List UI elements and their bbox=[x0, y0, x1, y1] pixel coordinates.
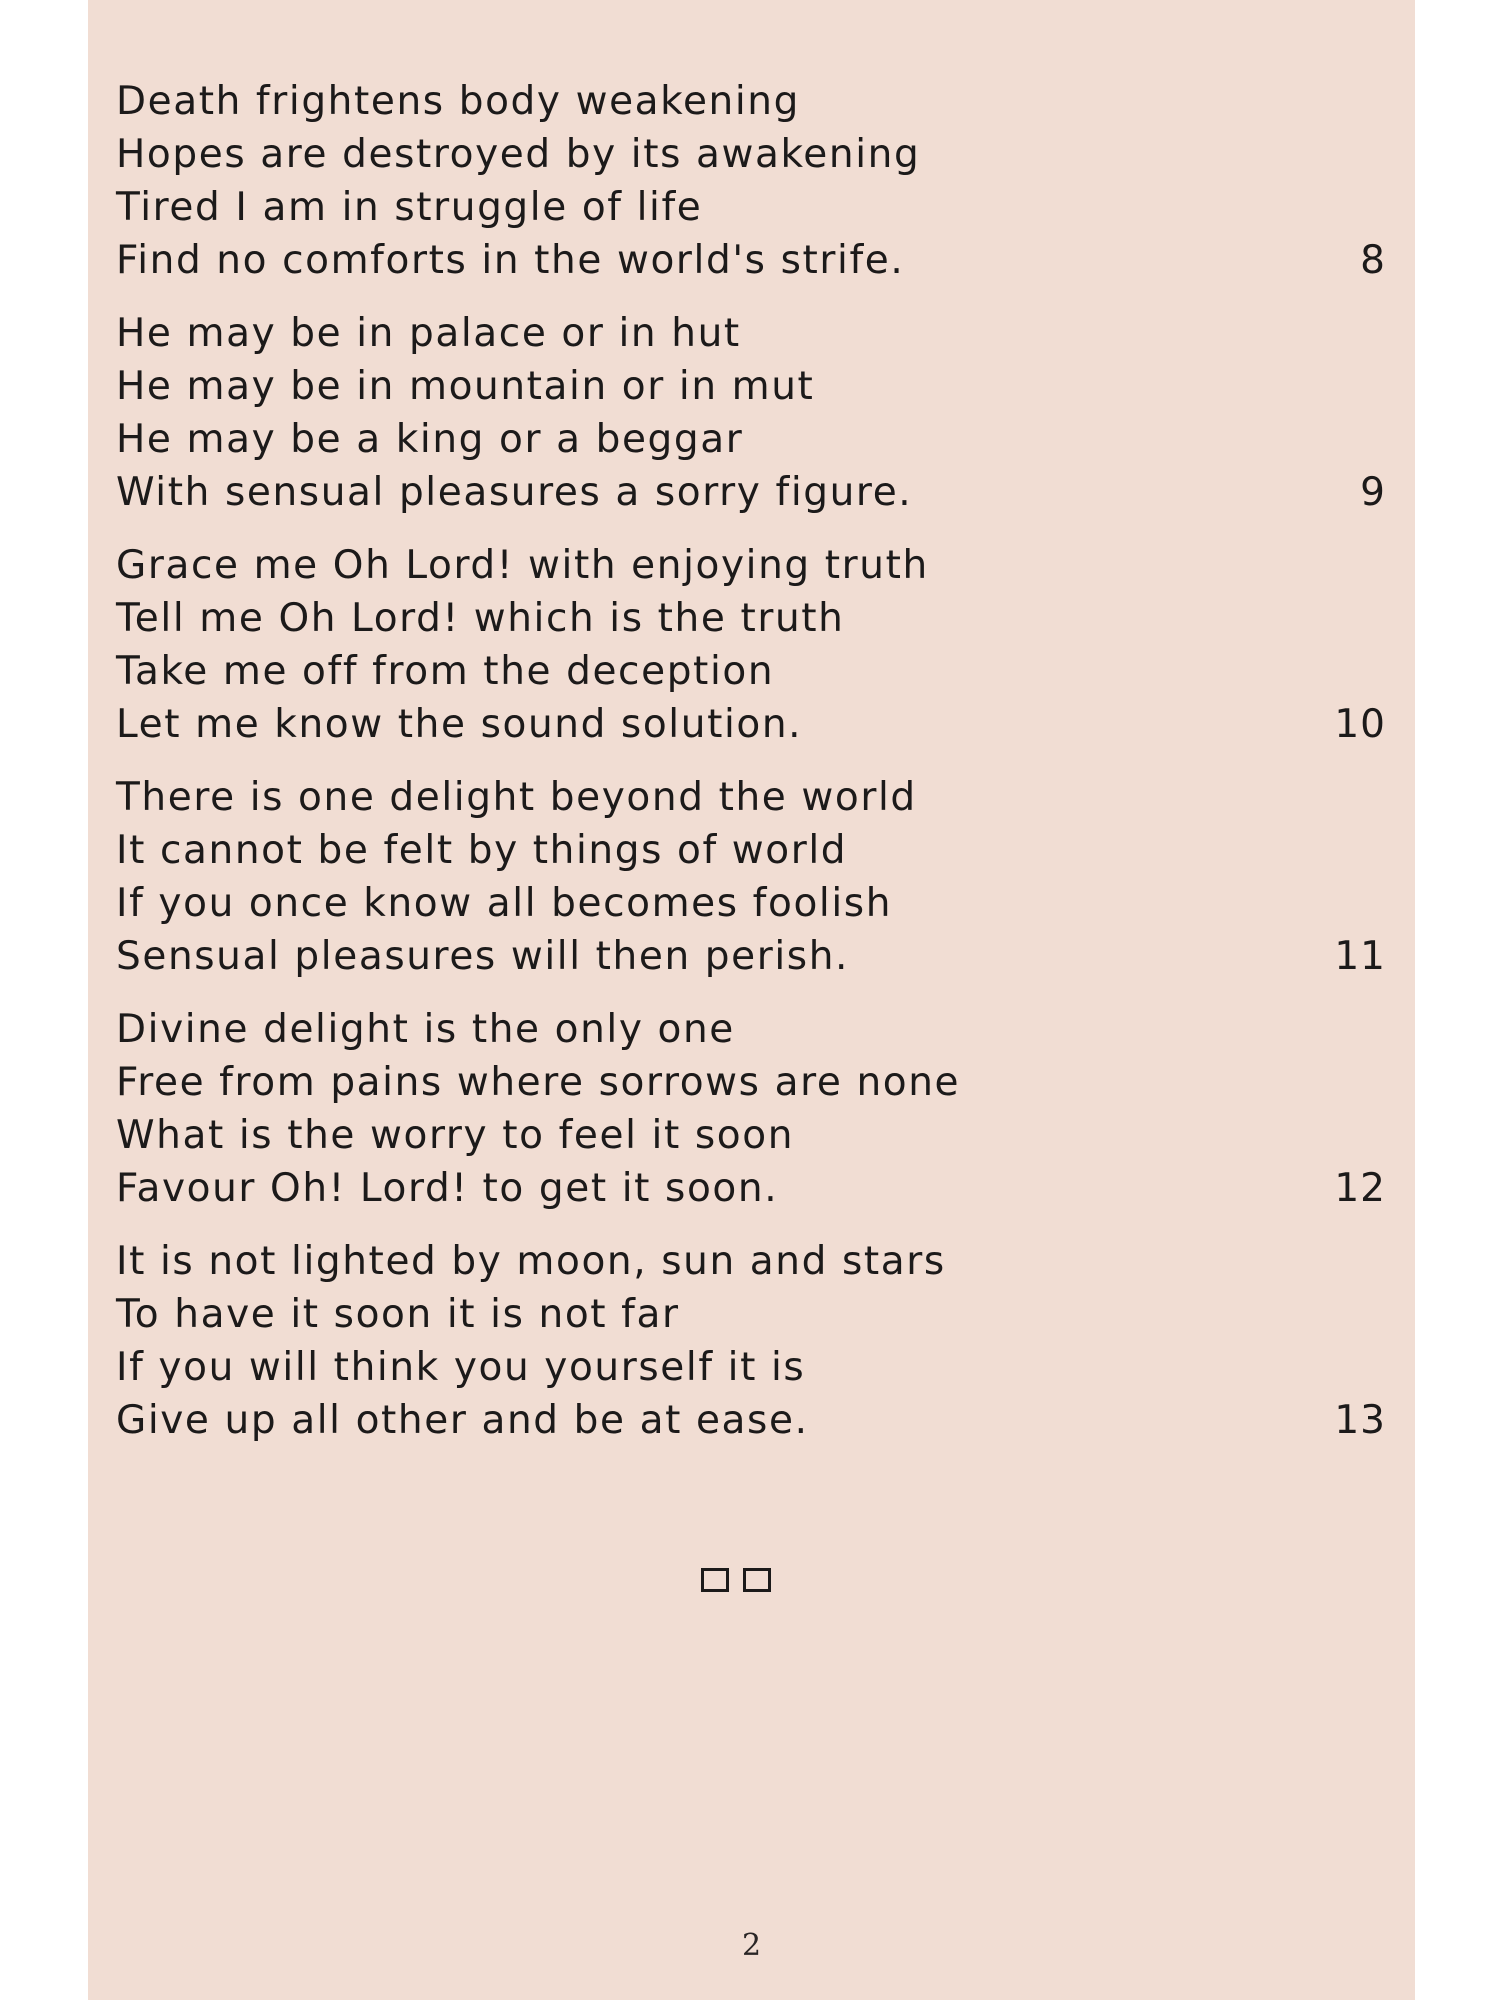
poem-line: There is one delight beyond the world bbox=[116, 775, 917, 820]
poem-line: If you once know all becomes foolish bbox=[116, 881, 893, 926]
poem-line: Divine delight is the only one bbox=[116, 1007, 735, 1052]
poem-line: It cannot be felt by things of world bbox=[116, 828, 848, 873]
stanza-9 bbox=[116, 307, 1386, 519]
poem-line: Take me off from the deception bbox=[116, 649, 775, 694]
poem-line: Let me know the sound solution. bbox=[116, 702, 803, 747]
poem-line: Tired I am in struggle of life bbox=[116, 185, 703, 230]
poem-line: It is not lighted by moon, sun and stars bbox=[116, 1239, 946, 1284]
stanza-12 bbox=[116, 1003, 1386, 1215]
poem-line: Death frightens body weakening bbox=[116, 79, 800, 124]
stanza-number: 9 bbox=[1360, 470, 1386, 515]
poem-line: Favour Oh! Lord! to get it soon. bbox=[116, 1166, 779, 1211]
poem-line: Hopes are destroyed by its awakening bbox=[116, 132, 921, 177]
poem-line: Give up all other and be at ease. bbox=[116, 1398, 809, 1443]
stanza-number: 11 bbox=[1334, 934, 1386, 979]
stanza-number: 8 bbox=[1360, 238, 1386, 283]
poem-line: Tell me Oh Lord! which is the truth bbox=[116, 596, 845, 641]
poem-line: Grace me Oh Lord! with enjoying truth bbox=[116, 543, 929, 588]
square-ornament-icon bbox=[701, 1568, 729, 1592]
book-page bbox=[88, 0, 1415, 2000]
stanza-number: 13 bbox=[1334, 1398, 1386, 1443]
poem-line: Free from pains where sorrows are none bbox=[116, 1060, 961, 1105]
stanza-number: 10 bbox=[1334, 702, 1386, 747]
poem-line: What is the worry to feel it soon bbox=[116, 1113, 795, 1158]
poem-line: He may be in mountain or in mut bbox=[116, 364, 815, 409]
section-end-ornament bbox=[701, 1568, 771, 1592]
stanza-number: 12 bbox=[1334, 1166, 1386, 1211]
stanza-8 bbox=[116, 75, 1386, 287]
poem-line: If you will think you yourself it is bbox=[116, 1345, 806, 1390]
square-ornament-icon bbox=[743, 1568, 771, 1592]
poem-line: He may be a king or a beggar bbox=[116, 417, 744, 462]
poem-line: Find no comforts in the world's strife. bbox=[116, 238, 905, 283]
poem bbox=[116, 75, 1386, 1467]
page-number: 2 bbox=[741, 1928, 762, 1963]
poem-line: To have it soon it is not far bbox=[116, 1292, 680, 1337]
stanza-10 bbox=[116, 539, 1386, 751]
stanza-11 bbox=[116, 771, 1386, 983]
poem-line: With sensual pleasures a sorry figure. bbox=[116, 470, 913, 515]
stanza-13 bbox=[116, 1235, 1386, 1447]
poem-line: He may be in palace or in hut bbox=[116, 311, 741, 356]
poem-line: Sensual pleasures will then perish. bbox=[116, 934, 850, 979]
